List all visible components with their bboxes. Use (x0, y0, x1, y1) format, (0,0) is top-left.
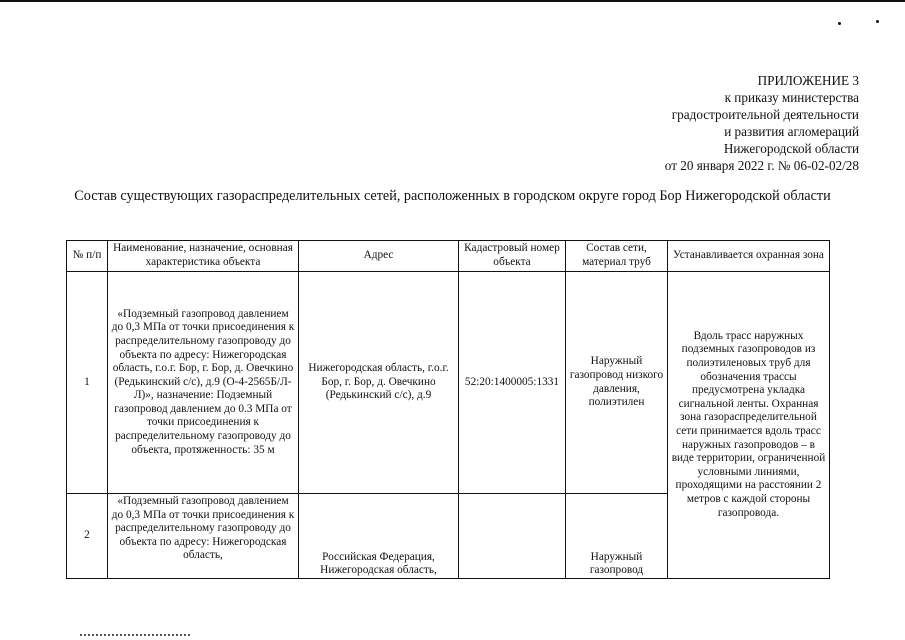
cell-zone: Вдоль трасс наружных подземных газопроводов из полиэтиленовых труб для обозначения трассы предусмотрена укладка сигнальной ленты. Охранная зона газораспределительной сети принимается вдоль трасс наружных газопроводов – в виде территории, ограниченной условными линиями, проходящими на расстоянии 2 метров с каждой стороны газопровода. (668, 272, 830, 579)
annex-line: и развития агломераций (724, 124, 859, 139)
table-row (67, 272, 830, 494)
cell-address: Российская Федерация, Нижегородская область, (299, 494, 459, 579)
top-border-line (0, 0, 905, 2)
header-cadastral: Кадастровый номер объекта (459, 241, 566, 272)
annex-line: градостроительной деятельности (671, 107, 859, 122)
document-title: Состав существующих газораспределительных сетей, расположенных в городском округе город Бор Нижегородской области (74, 188, 831, 204)
cell-cadastral: 52:20:1400005:1331 (459, 272, 566, 494)
scan-artifact (80, 634, 190, 639)
scan-speck (876, 20, 879, 23)
annex-line: к приказу министерства (724, 90, 859, 105)
annex-line: Нижегородской области (723, 141, 859, 156)
annex-line: ПРИЛОЖЕНИЕ 3 (757, 73, 859, 88)
header-num: № п/п (67, 241, 108, 272)
cell-num: 1 (67, 272, 108, 494)
cell-cadastral (459, 494, 566, 579)
header-address: Адрес (299, 241, 459, 272)
annex-line: от 20 января 2022 г. № 06-02-02/28 (664, 158, 859, 173)
cell-address: Нижегородская область, г.о.г. Бор, г. Бор, д. Овечкино (Редькинский с/с), д.9 (299, 272, 459, 494)
cell-name: «Подземный газопровод давлением до 0,3 МПа от точки присоединения к распределительному газопроводу до объекта по адресу: Нижегородская область, г.о.г. Бор, г. Бор, д. Овечкино (Редькинский с/с), д.9 (О-4-2565Б/Л-Л)», назначение: Подземный газопровод давлением до 0.3 МПа от точки присоединения к распределительному газопроводу до объекта, протяженность: 35 м (108, 272, 299, 494)
scan-speck (838, 22, 841, 25)
cell-num: 2 (67, 494, 108, 579)
header-name: Наименование, назначение, основная характеристика объекта (108, 241, 299, 272)
table-header-row (67, 241, 830, 272)
annex-header (539, 72, 859, 174)
cell-name: «Подземный газопровод давлением до 0,3 МПа от точки присоединения к распределительному газопроводу до объекта по адресу: Нижегородская область, (108, 494, 299, 579)
header-zone: Устанавливается охранная зона (668, 241, 830, 272)
cell-network: Наружный газопровод низкого давления, полиэтилен (566, 272, 668, 494)
gas-network-table (66, 240, 830, 579)
cell-network: Наружный газопровод (566, 494, 668, 579)
header-network: Состав сети, материал труб (566, 241, 668, 272)
